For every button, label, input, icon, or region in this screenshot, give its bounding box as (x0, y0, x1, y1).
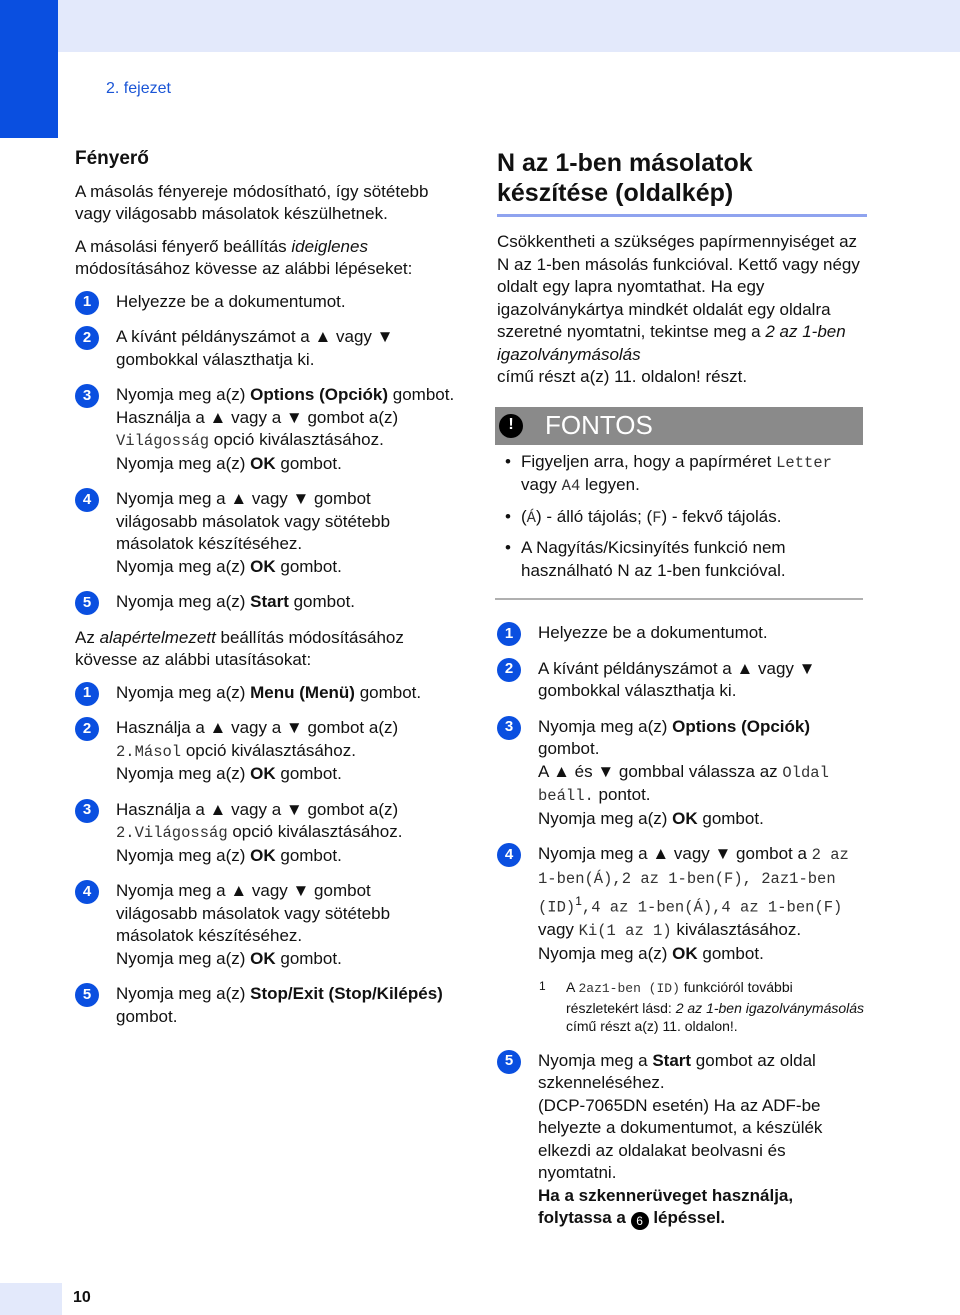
step-number-1: 1 (75, 682, 99, 706)
title-rule (497, 214, 867, 217)
def-step-2: 2 Használja a ▲ vagy a ▼ gombot a(z) 2.Másol opció kiválasztásához. Nyomja meg a(z) OK gombot. (75, 717, 455, 786)
temp-step-2: 2 A kívánt példányszámot a ▲ vagy ▼ gombokkal választhatja ki. (75, 326, 455, 371)
step-number-2: 2 (75, 717, 99, 741)
def-step-4: 4 Nyomja meg a ▲ vagy ▼ gombot világosabb másolatok vagy sötétebb másolatok készítéséhez. Nyomja meg a(z) OK gombot. (75, 880, 455, 970)
temp-step-5: 5 Nyomja meg a(z) Start gombot. (75, 591, 455, 614)
n-in-1-intro: Csökkentheti a szükséges papírmennyiséget az N az 1-ben másolás funkcióval. Kettő vagy négy oldalt egy lapra nyomtathat. Ha egy igazolványkártya mindkét oldalát egy oldalra szeretné nyomtatni, tekintse meg a 2 az 1-ben igazolványmásolás című részt a(z) 11. oldalon! részt. (497, 232, 860, 386)
footnote-mark: 1 (539, 979, 546, 994)
step-number-1: 1 (497, 622, 521, 646)
step-number-4: 4 (75, 880, 99, 904)
temp-step-4: 4 Nyomja meg a ▲ vagy ▼ gombot világosabb másolatok vagy sötétebb másolatok készítéséhez. Nyomja meg a(z) OK gombot. (75, 488, 455, 578)
temp-step-1: 1 Helyezze be a dokumentumot. (75, 291, 455, 314)
important-title: FONTOS (545, 410, 653, 441)
important-item: • A Nagyítás/Kicsinyítés funkció nem használható N az 1-ben funkcióval. (495, 537, 867, 582)
section-title-n-in-1: N az 1-ben másolatok készítése (oldalkép) (497, 149, 753, 207)
temp-step-3: 3 Nyomja meg a(z) Options (Opciók) gombot. Használja a ▲ vagy a ▼ gombot a(z) Világosság opció kiválasztásához. Nyomja meg a(z) OK gombot. (75, 384, 455, 475)
n-step-2: 2 A kívánt példányszámot a ▲ vagy ▼ gombokkal választhatja ki. (497, 658, 867, 703)
step-number-5: 5 (497, 1050, 521, 1074)
section-title-brightness: Fényerő (75, 148, 149, 169)
def-step-3: 3 Használja a ▲ vagy a ▼ gombot a(z) 2.Világosság opció kiválasztásához. Nyomja meg a(z) OK gombot. (75, 799, 455, 868)
step-number-4: 4 (497, 843, 521, 867)
step-number-3: 3 (497, 716, 521, 740)
n-step-4: 4 Nyomja meg a ▲ vagy ▼ gombot a 2 az 1-ben(Á),2 az 1-ben(F), 2az1-ben (ID)$^1$,4 az 1-ben(Á),4 az 1-ben(F) vagy Ki(1 az 1) kiválasztásához. Nyomja meg a(z) OK gombot. (497, 843, 867, 965)
exclamation-icon: ! (499, 414, 523, 438)
n-step-1: 1 Helyezze be a dokumentumot. (497, 622, 867, 645)
step-number-3: 3 (75, 799, 99, 823)
footnote-ref: 1 (575, 894, 582, 908)
right-column (497, 148, 867, 1243)
n-step-5: 5 Nyomja meg a Start gombot az oldal szkenneléséhez. (DCP-7065DN esetén) Ha az ADF-be helyezte a dokumentumot, a készülék elkezdi az oldalakat beolvasni és nyomtatni. Ha a szkennerüveget használja, folytassa a 6 lépéssel. (497, 1050, 867, 1231)
step-number-2: 2 (75, 326, 99, 350)
step-number-1: 1 (75, 291, 99, 315)
intro-paragraph: A másolás fényereje módosítható, így sötétebb vagy világosabb másolatok készülhetnek. (75, 181, 429, 223)
footnote: 1 A 2az1-ben (ID) funkcióról további részletekért lásd: 2 az 1-ben igazolványmásolás című részt a(z) 11. oldalon!. (539, 979, 865, 1035)
chapter-tab (0, 0, 58, 138)
important-bottom-rule (495, 598, 863, 600)
n-step-3: 3 Nyomja meg a(z) Options (Opciók) gombot. A ▲ és ▼ gombbal válassza az Oldal beáll. pontot. Nyomja meg a(z) OK gombot. (497, 716, 867, 831)
step-6-circle-icon: 6 (631, 1212, 649, 1230)
important-header (495, 407, 863, 445)
page-number: 10 (73, 1289, 91, 1306)
step-number-5: 5 (75, 983, 99, 1007)
def-step-5: 5 Nyomja meg a(z) Stop/Exit (Stop/Kilépés) gombot. (75, 983, 455, 1028)
important-item: • (Á) - álló tájolás; (F) - fekvő tájolás. (495, 506, 867, 530)
chapter-label: 2. fejezet (106, 80, 171, 97)
important-list (495, 445, 867, 599)
default-intro: Az alapértelmezett beállítás módosításához kövesse az alábbi utasításokat: (75, 627, 404, 669)
step-number-5: 5 (75, 591, 99, 615)
header-band (0, 0, 960, 52)
left-column (75, 148, 455, 1041)
temp-intro: A másolási fényerő beállítás ideiglenes módosításához kövesse az alábbi lépéseket: (75, 236, 413, 278)
footer-band (0, 1283, 62, 1315)
def-step-1: 1 Nyomja meg a(z) Menu (Menü) gombot. (75, 682, 455, 705)
important-item: • Figyeljen arra, hogy a papírméret Letter vagy A4 legyen. (495, 451, 867, 498)
step-number-4: 4 (75, 488, 99, 512)
step-number-3: 3 (75, 384, 99, 408)
step-number-2: 2 (497, 658, 521, 682)
important-box (495, 407, 867, 601)
